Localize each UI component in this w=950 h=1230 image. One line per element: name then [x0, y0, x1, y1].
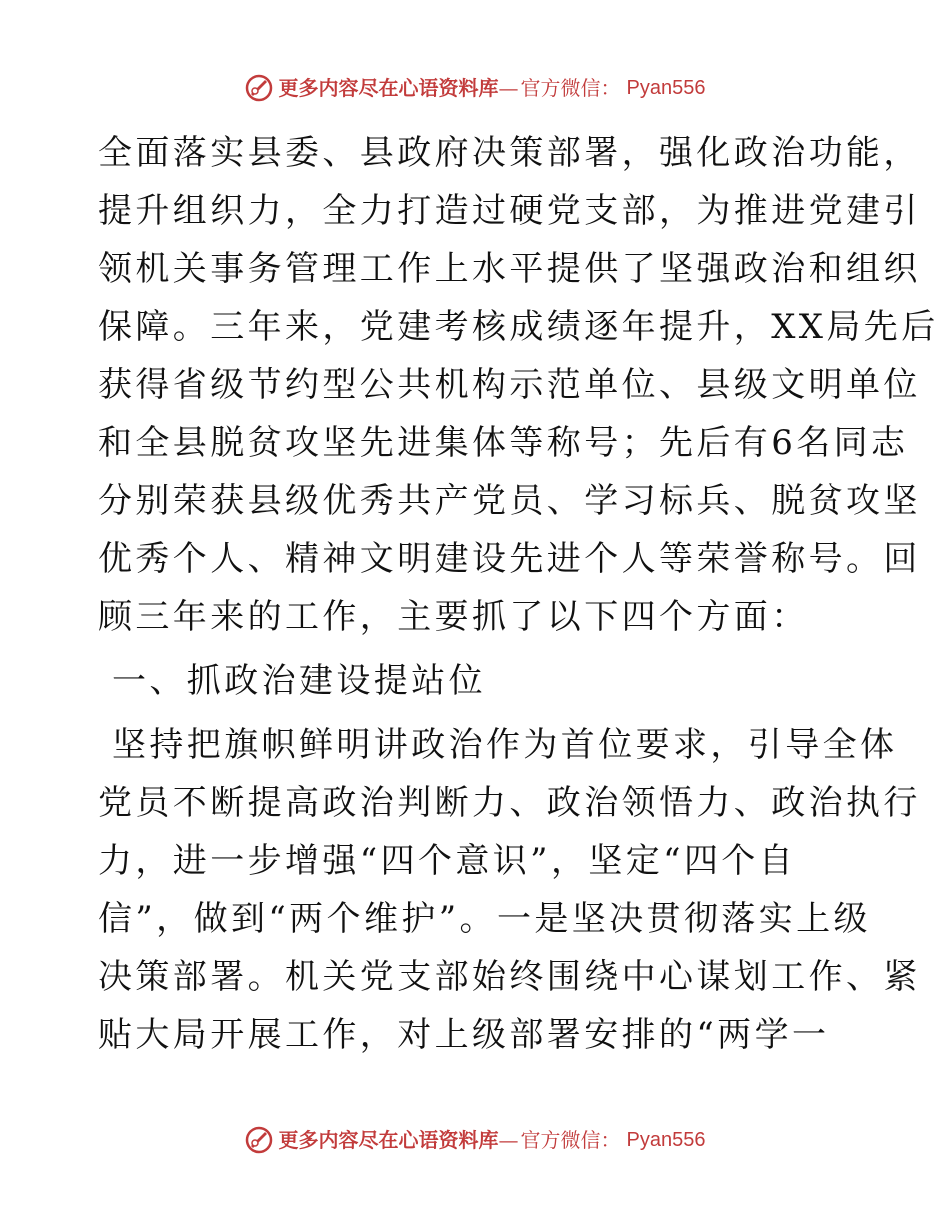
logo-icon	[245, 74, 273, 102]
watermark-footer	[0, 1126, 950, 1154]
paragraph-2	[98, 716, 921, 1064]
section-heading: 一、抓政治建设提站位	[112, 661, 486, 701]
text-line: 坚持把旗帜鲜明讲政治作为首位要求，引导全体	[112, 725, 898, 765]
text-line: 力，进一步增强“四个意识”，坚定“四个自	[98, 841, 797, 881]
text-line: 和全县脱贫攻坚先进集体等称号；先后有6名同志	[98, 423, 909, 463]
document-body	[98, 124, 939, 1064]
text-line: 保障。三年来，党建考核成绩逐年提升，XX局先后	[98, 307, 939, 347]
watermark-official-label: 官方微信：	[520, 1128, 621, 1152]
paragraph-1	[98, 124, 939, 646]
text-line: 决策部署。机关党支部始终围绕中心谋划工作、紧	[98, 957, 921, 997]
watermark-dash: —	[498, 76, 519, 100]
watermark-header	[0, 74, 950, 102]
text-line: 获得省级节约型公共机构示范单位、县级文明单位	[98, 365, 921, 405]
watermark-dash: —	[498, 1128, 519, 1152]
text-line: 分别荣获县级优秀共产党员、学习标兵、脱贫攻坚	[98, 481, 921, 521]
text-line: 领机关事务管理工作上水平提供了坚强政治和组织	[98, 249, 921, 289]
watermark-official-label: 官方微信：	[520, 76, 621, 100]
watermark-main-text: 更多内容尽在心语资料库	[278, 1128, 499, 1152]
text-line: 信”，做到“两个维护”。一是坚决贯彻落实上级	[98, 899, 871, 939]
watermark-wechat-id: Pyan556	[626, 1129, 706, 1151]
text-line: 提升组织力，全力打造过硬党支部，为推进党建引	[98, 191, 921, 231]
watermark-wechat-id: Pyan556	[626, 77, 706, 99]
text-line: 党员不断提高政治判断力、政治领悟力、政治执行	[98, 783, 921, 823]
text-line: 优秀个人、精神文明建设先进个人等荣誉称号。回	[98, 539, 921, 579]
logo-icon	[245, 1126, 273, 1154]
text-line: 全面落实县委、县政府决策部署，强化政治功能，	[98, 133, 921, 173]
text-line: 顾三年来的工作，主要抓了以下四个方面：	[98, 597, 809, 637]
text-line: 贴大局开展工作，对上级部署安排的“两学一	[98, 1015, 830, 1055]
watermark-main-text: 更多内容尽在心语资料库	[278, 76, 499, 100]
